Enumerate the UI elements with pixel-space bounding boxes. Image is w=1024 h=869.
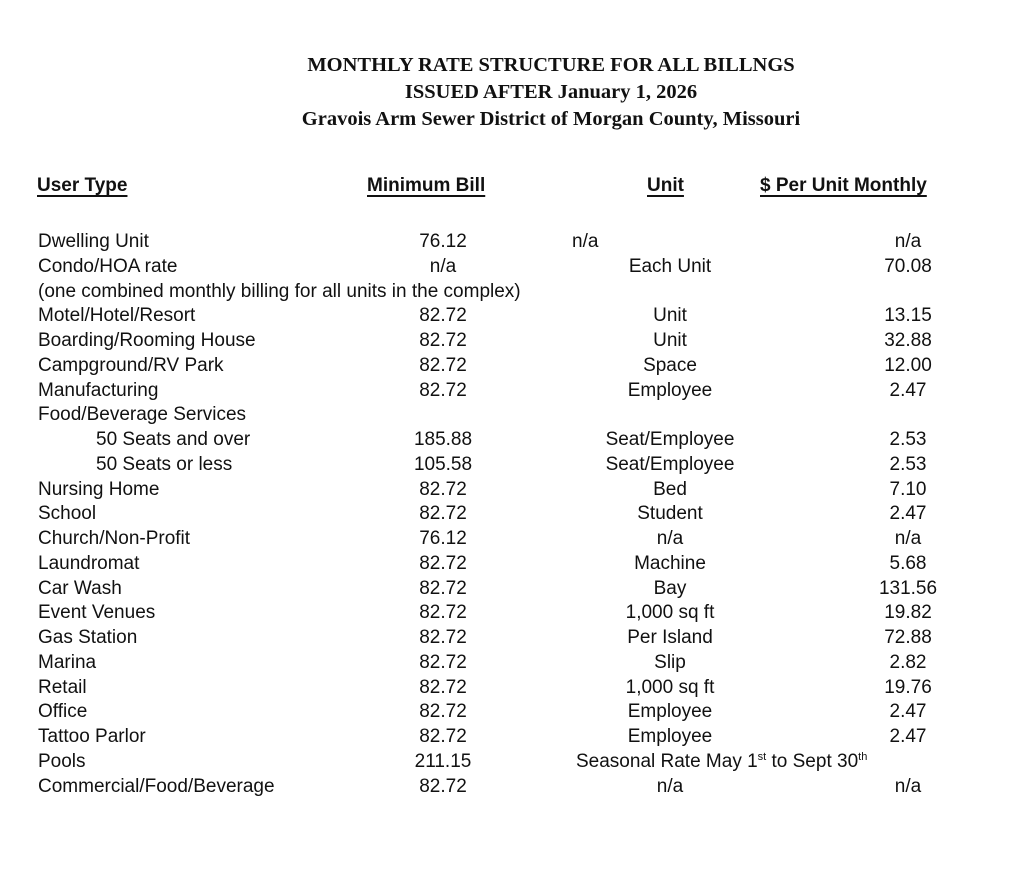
minimum-bill: 82.72 bbox=[419, 651, 467, 673]
table-row bbox=[0, 527, 1024, 552]
unit: Student bbox=[637, 503, 703, 525]
table-row bbox=[0, 601, 1024, 626]
minimum-bill: 105.58 bbox=[413, 453, 473, 475]
minimum-bill: 82.72 bbox=[419, 726, 467, 747]
document-title bbox=[0, 52, 1024, 133]
table-row bbox=[0, 552, 1024, 577]
user-type: Boarding/Rooming House bbox=[38, 330, 256, 351]
user-type: 50 Seats and over bbox=[96, 429, 251, 450]
minimum-bill: 185.88 bbox=[413, 429, 473, 450]
unit: Slip bbox=[654, 651, 686, 673]
user-type: Church/Non-Profit bbox=[38, 528, 191, 549]
table-row bbox=[0, 329, 1024, 354]
minimum-bill: 82.72 bbox=[419, 478, 467, 500]
minimum-bill: n/a bbox=[429, 255, 457, 277]
unit: Employee bbox=[627, 701, 713, 723]
user-type: School bbox=[38, 503, 97, 525]
table-row bbox=[0, 577, 1024, 602]
minimum-bill: 82.72 bbox=[419, 503, 467, 525]
header-minimum-bill: Minimum Bill bbox=[367, 175, 486, 196]
per-unit-rate: n/a bbox=[894, 775, 922, 797]
per-unit-rate: 5.68 bbox=[889, 552, 927, 574]
per-unit-rate: n/a bbox=[894, 231, 922, 252]
per-unit-rate: n/a bbox=[894, 528, 922, 549]
user-type: Motel/Hotel/Resort bbox=[38, 305, 196, 327]
user-type: Nursing Home bbox=[38, 478, 160, 500]
table-row bbox=[0, 676, 1024, 701]
table-row bbox=[0, 750, 1024, 775]
title-line-3: Gravois Arm Sewer District of Morgan County, Missouri bbox=[301, 108, 801, 130]
user-type: Gas Station bbox=[38, 627, 138, 648]
user-type: Event Venues bbox=[38, 602, 156, 624]
minimum-bill: 82.72 bbox=[419, 577, 467, 599]
user-type: Manufacturing bbox=[38, 379, 159, 401]
minimum-bill: 82.72 bbox=[419, 305, 467, 327]
unit: Unit bbox=[653, 305, 687, 327]
minimum-bill: 76.12 bbox=[419, 528, 467, 549]
per-unit-rate: 72.88 bbox=[884, 627, 932, 648]
unit: Bed bbox=[653, 478, 687, 500]
unit: Employee bbox=[627, 726, 713, 747]
user-type-group: Food/Beverage Services bbox=[38, 404, 247, 426]
header-per-unit-monthly: $ Per Unit Monthly bbox=[760, 175, 927, 196]
table-row bbox=[0, 775, 1024, 800]
table-row bbox=[0, 304, 1024, 329]
per-unit-rate: 7.10 bbox=[889, 478, 927, 500]
title-line-2: ISSUED AFTER January 1, 2026 bbox=[404, 81, 698, 103]
per-unit-rate: 2.53 bbox=[889, 453, 927, 475]
user-type: Marina bbox=[38, 651, 97, 673]
table-note-row bbox=[0, 280, 1024, 305]
unit: 1,000 sq ft bbox=[625, 676, 715, 698]
minimum-bill: 82.72 bbox=[419, 676, 467, 698]
per-unit-rate: 32.88 bbox=[884, 330, 932, 351]
user-type: Pools bbox=[38, 750, 86, 772]
table-row bbox=[0, 354, 1024, 379]
minimum-bill: 82.72 bbox=[419, 354, 467, 376]
unit: Seat/Employee bbox=[605, 429, 735, 450]
user-type: Car Wash bbox=[38, 577, 122, 599]
per-unit-rate: 12.00 bbox=[884, 354, 932, 376]
minimum-bill: 211.15 bbox=[414, 750, 472, 772]
table-row bbox=[0, 502, 1024, 527]
unit: Employee bbox=[627, 379, 713, 401]
per-unit-rate: 19.76 bbox=[884, 676, 932, 698]
table-row bbox=[0, 428, 1024, 453]
table-row bbox=[0, 725, 1024, 750]
seasonal-text-b: to Sept 30 bbox=[766, 750, 859, 772]
user-type: 50 Seats or less bbox=[96, 453, 233, 475]
user-type: Office bbox=[38, 701, 88, 723]
condo-note: (one combined monthly billing for all units in the complex) bbox=[38, 280, 521, 302]
unit: Space bbox=[643, 354, 697, 376]
seasonal-rate-note bbox=[576, 750, 867, 775]
unit: n/a bbox=[572, 231, 599, 252]
per-unit-rate: 19.82 bbox=[884, 602, 932, 624]
table-row bbox=[0, 453, 1024, 478]
user-type: Laundromat bbox=[38, 552, 140, 574]
minimum-bill: 82.72 bbox=[419, 775, 467, 797]
user-type: Commercial/Food/Beverage bbox=[38, 775, 275, 797]
per-unit-rate: 131.56 bbox=[878, 577, 938, 599]
user-type: Tattoo Parlor bbox=[38, 726, 146, 747]
user-type: Condo/HOA rate bbox=[38, 255, 178, 277]
per-unit-rate: 2.47 bbox=[889, 701, 927, 723]
seasonal-sup-b: th bbox=[858, 750, 868, 763]
minimum-bill: 82.72 bbox=[419, 330, 467, 351]
per-unit-rate: 2.47 bbox=[889, 726, 927, 747]
table-row bbox=[0, 379, 1024, 404]
minimum-bill: 82.72 bbox=[419, 602, 467, 624]
table-body bbox=[0, 230, 1024, 799]
table-row bbox=[0, 651, 1024, 676]
user-type: Dwelling Unit bbox=[38, 231, 149, 252]
unit: Unit bbox=[653, 330, 687, 351]
unit: Seat/Employee bbox=[605, 453, 735, 475]
user-type: Retail bbox=[38, 676, 87, 698]
minimum-bill: 76.12 bbox=[419, 231, 467, 252]
per-unit-rate: 2.53 bbox=[889, 429, 927, 450]
unit: n/a bbox=[656, 528, 684, 549]
unit: n/a bbox=[656, 775, 684, 797]
user-type: Campground/RV Park bbox=[38, 354, 224, 376]
minimum-bill: 82.72 bbox=[419, 552, 467, 574]
unit: 1,000 sq ft bbox=[625, 602, 715, 624]
per-unit-rate: 70.08 bbox=[884, 255, 932, 277]
per-unit-rate: 2.82 bbox=[889, 651, 927, 673]
table-group-row bbox=[0, 403, 1024, 428]
minimum-bill: 82.72 bbox=[419, 627, 467, 648]
unit: Per Island bbox=[627, 627, 713, 648]
table-row bbox=[0, 230, 1024, 255]
header-user-type: User Type bbox=[37, 175, 128, 196]
minimum-bill: 82.72 bbox=[419, 701, 467, 723]
per-unit-rate: 2.47 bbox=[889, 379, 927, 401]
unit: Machine bbox=[634, 552, 706, 574]
unit: Each Unit bbox=[628, 255, 712, 277]
per-unit-rate: 13.15 bbox=[884, 305, 932, 327]
per-unit-rate: 2.47 bbox=[889, 503, 927, 525]
seasonal-text-a: Seasonal Rate May 1 bbox=[576, 750, 758, 772]
seasonal-sup-a: st bbox=[757, 750, 767, 763]
header-unit: Unit bbox=[647, 175, 684, 196]
table-row bbox=[0, 478, 1024, 503]
table-row bbox=[0, 700, 1024, 725]
unit: Bay bbox=[653, 577, 687, 599]
title-line-1: MONTHLY RATE STRUCTURE FOR ALL BILLNGS bbox=[307, 54, 795, 76]
table-row bbox=[0, 626, 1024, 651]
minimum-bill: 82.72 bbox=[419, 379, 467, 401]
table-row bbox=[0, 255, 1024, 280]
